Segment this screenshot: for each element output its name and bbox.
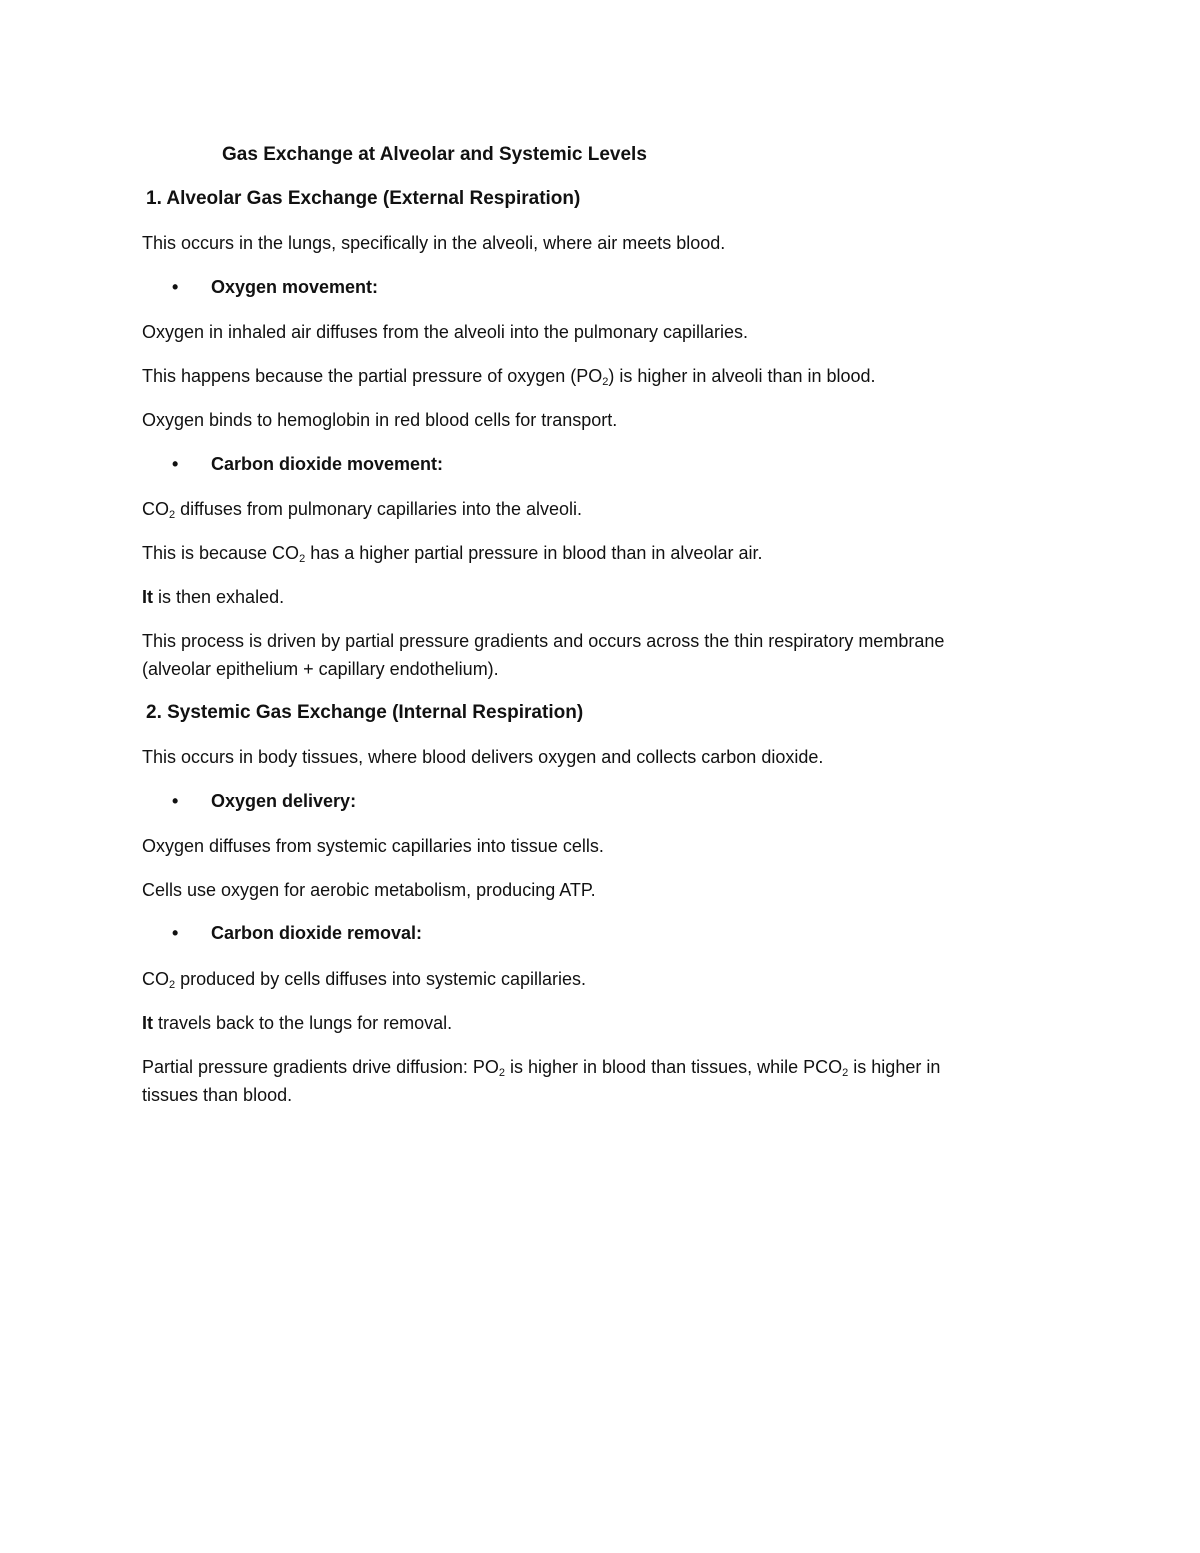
- paragraph: Oxygen in inhaled air diffuses from the alveoli into the pulmonary capillaries.: [142, 322, 748, 342]
- text-run: produced by cells diffuses into systemic capillaries.: [175, 969, 586, 989]
- text-run: ) is higher in alveoli than in blood.: [608, 366, 876, 386]
- bullet-oxygen-delivery: [172, 787, 356, 815]
- paragraph: This process is driven by partial pressure gradients and occurs across the thin respiratory membrane: [142, 631, 945, 651]
- paragraph: [142, 495, 582, 523]
- paragraph: [142, 965, 586, 993]
- text-run: is higher in: [848, 1057, 941, 1077]
- paragraph: tissues than blood.: [142, 1085, 293, 1105]
- paragraph: Oxygen diffuses from systemic capillaries into tissue cells.: [142, 836, 604, 856]
- bullet-label: Oxygen delivery:: [211, 791, 357, 811]
- subscript: 2: [299, 553, 306, 565]
- bullet-label: Oxygen movement:: [211, 277, 379, 297]
- paragraph: Oxygen binds to hemoglobin in red blood cells for transport.: [142, 410, 618, 430]
- paragraph: [142, 539, 762, 567]
- paragraph: [142, 1009, 452, 1037]
- text-run: is then exhaled.: [153, 587, 285, 607]
- text-run: has a higher partial pressure in blood than in alveolar air.: [305, 543, 763, 563]
- bullet-icon: •: [172, 791, 179, 811]
- subscript: 2: [169, 979, 176, 991]
- section-1-intro: This occurs in the lungs, specifically in the alveoli, where air meets blood.: [142, 233, 726, 253]
- bullet-label: Carbon dioxide removal:: [211, 923, 423, 943]
- text-run: CO: [142, 499, 169, 519]
- bullet-oxygen-movement: [172, 273, 378, 301]
- bullet-label: Carbon dioxide movement:: [211, 454, 444, 474]
- text-run: Partial pressure gradients drive diffusion: PO: [142, 1057, 499, 1077]
- section-2-heading: 2. Systemic Gas Exchange (Internal Respiration): [146, 702, 584, 723]
- subscript: 2: [842, 1067, 849, 1079]
- paragraph: Cells use oxygen for aerobic metabolism, producing ATP.: [142, 880, 596, 900]
- bold-text: It: [142, 587, 153, 607]
- text-run: This happens because the partial pressure of oxygen (PO: [142, 366, 603, 386]
- bullet-icon: •: [172, 454, 179, 474]
- bullet-carbon-dioxide-movement: [172, 450, 443, 478]
- text-run: is higher in blood than tissues, while PCO: [504, 1057, 843, 1077]
- subscript: 2: [602, 376, 609, 388]
- bullet-icon: •: [172, 277, 179, 297]
- section-2-intro: This occurs in body tissues, where blood delivers oxygen and collects carbon dioxide.: [142, 747, 824, 767]
- document-title: Gas Exchange at Alveolar and Systemic Levels: [222, 144, 647, 165]
- paragraph: [142, 1053, 940, 1081]
- text-run: diffuses from pulmonary capillaries into the alveoli.: [175, 499, 582, 519]
- subscript: 2: [169, 509, 176, 521]
- text-run: This is because CO: [142, 543, 300, 563]
- bold-text: It: [142, 1013, 153, 1033]
- bullet-icon: •: [172, 923, 179, 943]
- paragraph: [142, 362, 876, 390]
- section-1-heading: 1. Alveolar Gas Exchange (External Respiration): [146, 188, 581, 209]
- text-run: CO: [142, 969, 169, 989]
- paragraph: [142, 583, 284, 611]
- subscript: 2: [498, 1067, 505, 1079]
- bullet-carbon-dioxide-removal: [172, 919, 422, 947]
- text-run: travels back to the lungs for removal.: [153, 1013, 453, 1033]
- paragraph: (alveolar epithelium + capillary endothelium).: [142, 659, 499, 679]
